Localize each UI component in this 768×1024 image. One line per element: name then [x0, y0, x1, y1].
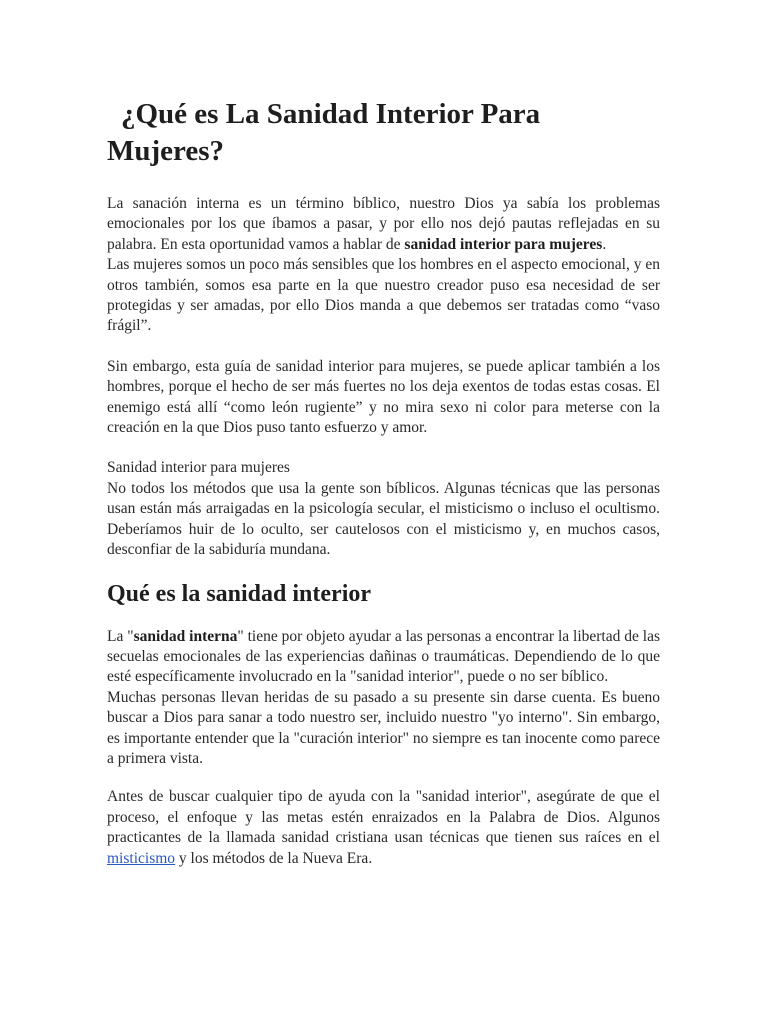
page-title — [107, 96, 660, 170]
misticismo-link[interactable]: misticismo — [107, 849, 176, 867]
paragraph-gap — [107, 337, 660, 357]
section-paragraph-3-start: Antes de buscar cualquier tipo de ayuda con la "sanidad interior", asegúrate de que el proceso, el enfoque y las metas estén enraizados en la Palabra de Dios. Algunos practicantes de la llamada sanidad cristiana usan técnicas que tienen sus raíces en el — [107, 788, 660, 847]
page-title-line-1: ¿Qué es La Sanidad Interior Para — [121, 98, 541, 130]
page-title-line-2: Mujeres? — [107, 135, 225, 167]
intro-paragraph-2: Las mujeres somos un poco más sensibles que los hombres en el aspecto emocional, y en otros también, somos esa parte en la que nuestro creador puso esa necesidad de ser protegidas y ser amadas, por ello Dios manda a que debemos ser tratadas como “vaso frágil”. — [107, 256, 660, 335]
section-heading: Qué es la sanidad interior — [107, 580, 372, 607]
section-paragraph-3 — [107, 787, 660, 869]
intro-paragraph-3: Sin embargo, esta guía de sanidad interior para mujeres, se puede aplicar también a los hombres, porque el hecho de ser más fuertes no los deja exentos de todas estas cosas. El enemigo está allí “como león rugiente” y no mira sexo ni color para meterse con la creación en la que Dios puso tanto esfuerzo y amor. — [107, 357, 660, 437]
section-paragraph-1 — [107, 627, 660, 688]
intro-paragraph-1-text: La sanación interna es un término bíblico, nuestro Dios ya sabía los problemas emocionales por los que íbamos a pasar, y por ello nos dejó pautas reflejadas en su palabra. En esta oportunidad vamos a hablar de — [107, 195, 660, 253]
paragraph-gap — [107, 769, 660, 787]
intro-paragraph-1-end: . — [602, 235, 607, 253]
section-paragraph-1-rest: " tiene por objeto ayudar a las personas a encontrar la libertad de las secuelas emocionales de las experiencias dañinas o traumáticas. Dependiendo de lo que esté específicamente involucrado en la "sanidad interior", puede o no ser bíblico. — [107, 627, 660, 686]
intro-keyword-bold: sanidad interior para mujeres — [404, 235, 603, 253]
intro-subheading: Sanidad interior para mujeres — [107, 459, 290, 477]
section-paragraph-2: Muchas personas llevan heridas de su pasado a su presente sin darse cuenta. Es bueno buscar a Dios para sanar a todo nuestro ser, incluido nuestro "yo interno". Sin embargo, es importante entender que la "curación interior" no siempre es tan inocente como parece a primera vista. — [107, 688, 660, 767]
section-keyword-bold: sanidad interna — [133, 627, 238, 645]
intro-paragraph-1 — [107, 194, 660, 255]
paragraph-gap — [107, 438, 660, 458]
section-paragraph-3-end: y los métodos de la Nueva Era. — [175, 849, 373, 867]
section-paragraph-1-start: La " — [107, 627, 134, 645]
intro-paragraph-4: No todos los métodos que usa la gente son bíblicos. Algunas técnicas que las personas usan están más arraigadas en la psicología secular, el misticismo o incluso el ocultismo. Deberíamos huir de lo oculto, ser cautelosos con el misticismo y, en muchos casos, desconfiar de la sabiduría mundana. — [107, 479, 660, 559]
